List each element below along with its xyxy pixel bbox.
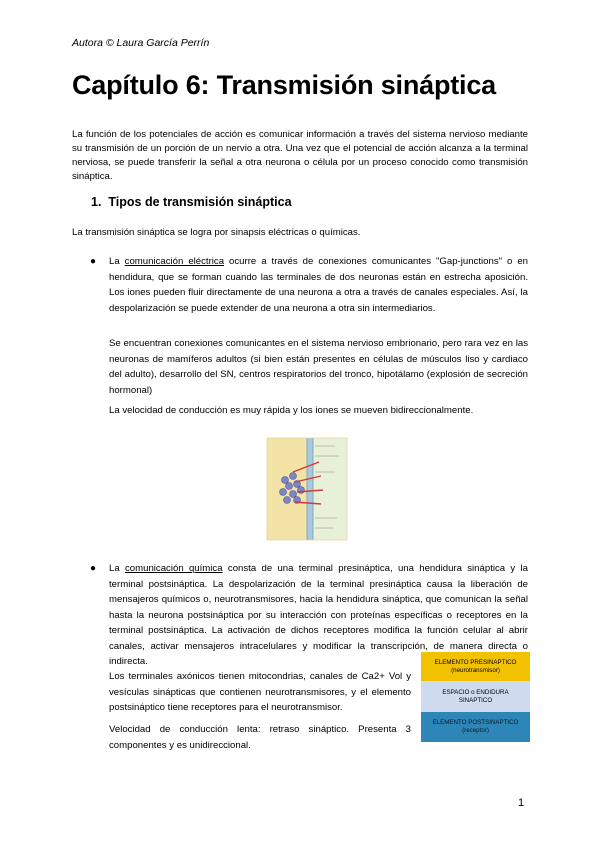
section-heading xyxy=(91,195,292,209)
gap-junction-illustration xyxy=(263,432,351,544)
author-header: Autora © Laura García Perrín xyxy=(72,37,210,49)
section-number: 1. xyxy=(91,195,102,209)
quimica-paragraph-3: Velocidad de conducción lenta: retraso sináptico. Presenta 3 componentes y es unidireccional. xyxy=(109,724,411,751)
section-lead: La transmisión sináptica se logra por sinapsis eléctricas o químicas. xyxy=(72,227,361,238)
electrica-prefix: La xyxy=(109,256,120,267)
electrica-paragraph-2: Se encuentran conexiones comunicantes en el sistema nervioso embrionario, pero rara vez en las neuronas de mamíferos adultos (si bien están presentes en células de músculos liso y cardiaco del adulto), desarrollo del SN, centros respiratorios del tronco, hipotálamo (explosión de secreción hormonal) xyxy=(109,338,528,396)
page-number: 1 xyxy=(518,797,525,809)
electrica-text-1: ocurre a través de conexiones comunicantes "Gap-junctions" o en hendidura, que se forman cuando las terminales de dos neuronas están en estrecha aposición. Los iones pueden fluir directamente de una neurona a otra a través de canales especiales. Así, la despolarización se puede extender de una neurona a otra sin intermediarios. xyxy=(109,256,529,314)
legend-postsynaptic: ELEMENTO POSTSINAPTICO (receptor) xyxy=(421,712,530,742)
electrica-link[interactable]: comunicación eléctrica xyxy=(124,256,225,267)
intro-paragraph: La función de los potenciales de acción es comunicar información a través del sistema nervioso mediante su transmisión de un porción de un nervio a otra. Una vez que el potencial de acción alcanza a la terminal nerviosa, se puede transferir la señal a otra neurona o célula por un proceso conocido como transmisión sináptica. xyxy=(72,129,528,182)
legend-cleft: ESPACIO o ENDIDURA SINAPTICO xyxy=(421,681,530,712)
quimica-paragraph-2: Los terminales axónicos tienen mitocondrias, canales de Ca2+ Vol y vesículas sinápticas que contienen neurotransmisores, y el elemento postsináptico tiene receptores para el neurotransmisor. xyxy=(109,671,411,713)
bullet-marker: ● xyxy=(90,563,97,574)
section-title: Tipos de transmisión sináptica xyxy=(108,195,292,209)
quimica-prefix: La xyxy=(109,563,120,574)
gap-junction-figure xyxy=(263,432,351,544)
electrica-paragraph-3: La velocidad de conducción es muy rápida y los iones se mueven bidireccionalmente. xyxy=(109,405,474,416)
quimica-text-1: consta de una terminal presináptica, una hendidura sináptica y la terminal postsináptica. La despolarización de la terminal presináptica causa la liberación de mensajeros químicos o, neurotransmisores, hacia la hendidura sináptica, que comunican la señal hasta la neurona postsináptica por su interacción con proteínas específicas o receptores en la terminal postsináptica. La activación de dichos receptores modifica la función celular al abrir canales, activar mensajeros intracelulares y modificar la transcripción, de manera directa o indirecta. xyxy=(109,563,529,667)
synapse-legend xyxy=(421,652,530,742)
legend-presynaptic: ELEMENTO PRESINAPTICO (neurotransmisor) xyxy=(421,652,530,681)
chapter-title: Capítulo 6: Transmisión sináptica xyxy=(72,70,496,100)
quimica-link[interactable]: comunicación química xyxy=(125,563,223,574)
bullet-marker: ● xyxy=(90,256,97,267)
electrica-paragraph-1 xyxy=(109,254,528,316)
